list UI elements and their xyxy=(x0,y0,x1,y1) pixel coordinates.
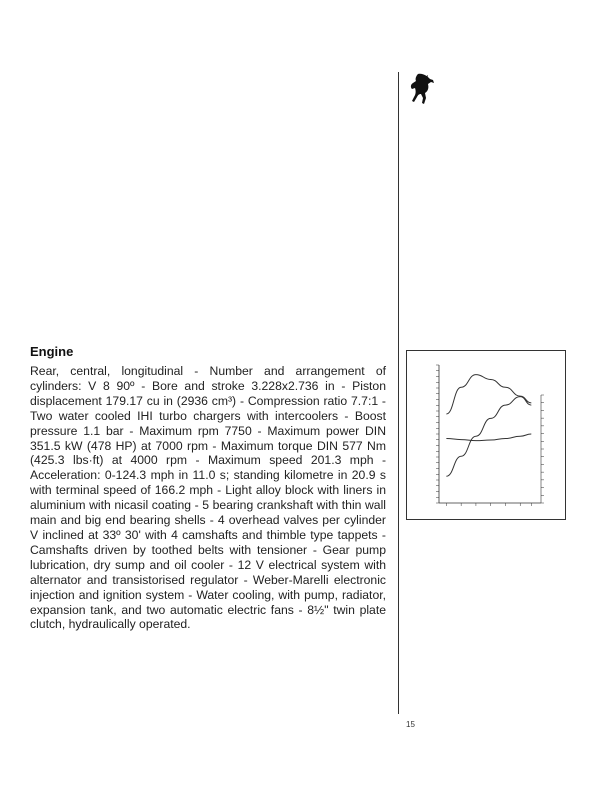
vertical-rule xyxy=(398,72,399,714)
page-number: 15 xyxy=(406,720,415,729)
series-line-3 xyxy=(446,434,531,441)
series-line-2 xyxy=(446,375,531,414)
prancing-horse-icon xyxy=(404,70,438,110)
performance-chart xyxy=(406,350,566,520)
section-body: Rear, central, longitudinal - Number and arrangement of cylinders: V 8 90º - Bore and stroke 3.228x2.736 in - Piston displacement 179.17 cu in (2936 cm³) - Compression ratio 7.7:1 - Two water cooled IHI turbo chargers with intercoolers - Boost pressure 1.1 bar - Maximum rpm 7750 - Maximum power DIN 351.5 kW (478 HP) at 7000 rpm - Maximum torque DIN 577 Nm (425.3 lbs·ft) at 4000 rpm - Maximum speed 201.3 mph - Acceleration: 0-124.3 mph in 11.0 s; standing kilometre in 20.9 s with terminal speed of 166.2 mph - Light alloy block with liners in aluminium with nicasil coating - 5 bearing crankshaft with thin wall main and big end bearing shells - 4 overhead valves per cylinder V inclined at 33º 30' with 4 camshafts and thimble type tappets - Camshafts driven by toothed belts with tensioner - Gear pump lubrication, dry sump and oil cooler - 12 V electrical system with alternator and transistorised regulator - Weber-Marelli electronic injection and ignition system - Water cooling, with pump, radiator, expansion tank, and two automatic electric fans - 8½" twin plate clutch, hydraulically operated. xyxy=(30,364,386,632)
performance-chart-svg xyxy=(407,351,565,519)
section-title: Engine xyxy=(30,344,74,359)
